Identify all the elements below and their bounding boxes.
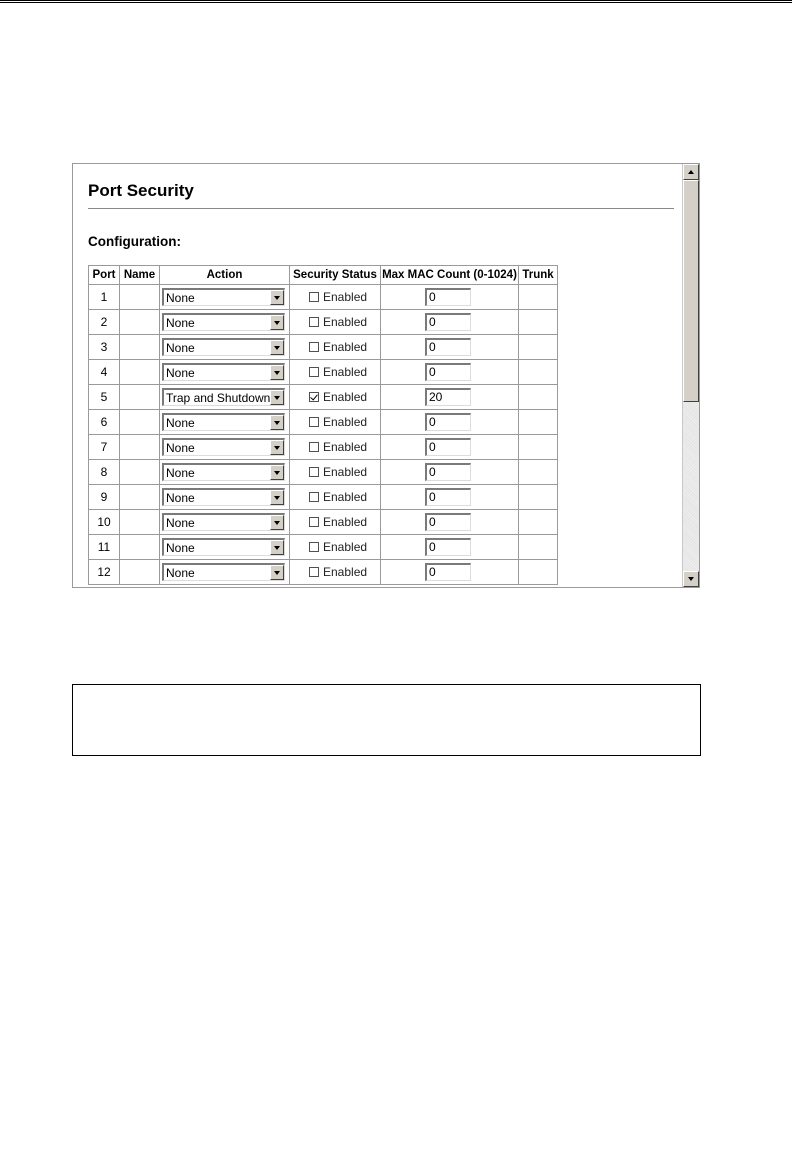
chevron-down-icon[interactable] (270, 490, 284, 505)
trunk-cell (519, 410, 558, 435)
action-cell (160, 410, 290, 435)
security-status-cell (290, 435, 381, 460)
trunk-cell (519, 510, 558, 535)
action-cell (160, 510, 290, 535)
max-mac-cell (381, 460, 519, 485)
security-status-control (290, 365, 380, 379)
header-action: Action (160, 266, 290, 285)
trunk-cell (519, 535, 558, 560)
security-status-control (290, 340, 380, 354)
table-row (89, 385, 558, 410)
security-enabled-label: Enabled (323, 440, 368, 454)
max-mac-cell (381, 310, 519, 335)
table-row (89, 460, 558, 485)
note-box (72, 684, 701, 756)
browser-window (72, 163, 700, 588)
trunk-cell (519, 485, 558, 510)
max-mac-cell (381, 360, 519, 385)
max-mac-count-input[interactable]: 0 (425, 463, 471, 481)
security-status-control (290, 415, 380, 429)
table-row (89, 535, 558, 560)
action-select-value: None (166, 366, 195, 380)
security-enabled-label: Enabled (323, 490, 368, 504)
port-number: 6 (89, 410, 120, 435)
security-enabled-label: Enabled (323, 465, 368, 479)
action-select-value: None (166, 291, 195, 305)
port-number: 9 (89, 485, 120, 510)
action-cell (160, 285, 290, 310)
header-port: Port (89, 266, 120, 285)
port-number: 11 (89, 535, 120, 560)
action-select[interactable] (162, 388, 285, 406)
security-enabled-checkbox[interactable] (309, 442, 319, 452)
chevron-down-icon[interactable] (270, 365, 284, 380)
max-mac-count-input[interactable]: 0 (425, 438, 471, 456)
security-enabled-checkbox[interactable] (309, 392, 319, 402)
table-row (89, 410, 558, 435)
header-name: Name (120, 266, 160, 285)
port-name (120, 510, 160, 535)
chevron-down-icon[interactable] (270, 540, 284, 555)
security-enabled-checkbox[interactable] (309, 367, 319, 377)
action-cell (160, 460, 290, 485)
security-status-control (290, 315, 380, 329)
chevron-down-icon[interactable] (270, 565, 284, 580)
port-number: 10 (89, 510, 120, 535)
security-enabled-label: Enabled (323, 565, 368, 579)
max-mac-cell (381, 535, 519, 560)
action-cell (160, 385, 290, 410)
page-title: Port Security (88, 181, 194, 200)
max-mac-count-input[interactable]: 20 (425, 388, 471, 406)
max-mac-cell (381, 335, 519, 360)
scrollbar-thumb[interactable] (683, 180, 699, 402)
security-enabled-label: Enabled (323, 365, 368, 379)
security-status-cell (290, 310, 381, 335)
action-select[interactable] (162, 438, 285, 456)
chevron-down-icon[interactable] (270, 465, 284, 480)
security-status-control (290, 540, 380, 554)
security-status-cell (290, 410, 381, 435)
action-select[interactable] (162, 513, 285, 531)
trunk-cell (519, 335, 558, 360)
port-number: 5 (89, 385, 120, 410)
max-mac-count-input[interactable]: 0 (425, 288, 471, 306)
trunk-cell (519, 310, 558, 335)
security-enabled-label: Enabled (323, 415, 368, 429)
trunk-cell (519, 360, 558, 385)
port-name (120, 285, 160, 310)
action-select[interactable] (162, 538, 285, 556)
max-mac-count-input[interactable]: 0 (425, 488, 471, 506)
action-select-value: None (166, 491, 195, 505)
security-enabled-label: Enabled (323, 315, 368, 329)
security-status-cell (290, 460, 381, 485)
action-select[interactable] (162, 413, 285, 431)
security-enabled-checkbox[interactable] (309, 542, 319, 552)
table-body (89, 285, 558, 585)
max-mac-count-input[interactable]: 0 (425, 313, 471, 331)
port-name (120, 410, 160, 435)
security-status-control (290, 565, 380, 579)
security-status-cell (290, 285, 381, 310)
action-cell (160, 560, 290, 585)
max-mac-cell (381, 435, 519, 460)
page-content (73, 164, 681, 587)
action-select[interactable] (162, 363, 285, 381)
action-cell (160, 335, 290, 360)
trunk-cell (519, 435, 558, 460)
security-status-cell (290, 360, 381, 385)
table-row (89, 510, 558, 535)
action-select-value: None (166, 416, 195, 430)
security-status-cell (290, 560, 381, 585)
action-select[interactable] (162, 338, 285, 356)
port-number: 2 (89, 310, 120, 335)
chevron-down-icon[interactable] (270, 440, 284, 455)
security-enabled-checkbox[interactable] (309, 417, 319, 427)
table-row (89, 485, 558, 510)
action-select-value: None (166, 466, 195, 480)
port-number: 3 (89, 335, 120, 360)
action-cell (160, 535, 290, 560)
action-cell (160, 310, 290, 335)
security-status-control (290, 490, 380, 504)
port-number: 4 (89, 360, 120, 385)
trunk-cell (519, 285, 558, 310)
table-row (89, 310, 558, 335)
chevron-down-icon[interactable] (270, 340, 284, 355)
header-max-mac-count: Max MAC Count (0-1024) (381, 266, 519, 285)
security-status-cell (290, 510, 381, 535)
security-enabled-checkbox[interactable] (309, 567, 319, 577)
port-name (120, 535, 160, 560)
security-status-control (290, 390, 380, 404)
max-mac-cell (381, 285, 519, 310)
security-status-control (290, 440, 380, 454)
table-header-row (89, 266, 558, 285)
port-name (120, 560, 160, 585)
security-enabled-label: Enabled (323, 515, 368, 529)
security-enabled-label: Enabled (323, 390, 368, 404)
port-number: 7 (89, 435, 120, 460)
security-status-control (290, 290, 380, 304)
table-row (89, 435, 558, 460)
security-enabled-checkbox[interactable] (309, 467, 319, 477)
action-cell (160, 485, 290, 510)
max-mac-count-input[interactable]: 0 (425, 563, 471, 581)
action-select[interactable] (162, 488, 285, 506)
port-name (120, 385, 160, 410)
table-row (89, 360, 558, 385)
max-mac-cell (381, 485, 519, 510)
action-select-value: None (166, 516, 195, 530)
max-mac-count-input[interactable]: 0 (425, 538, 471, 556)
max-mac-count-input[interactable]: 0 (425, 413, 471, 431)
trunk-cell (519, 560, 558, 585)
action-select-value: None (166, 541, 195, 555)
action-select-value: None (166, 341, 195, 355)
security-enabled-checkbox[interactable] (309, 317, 319, 327)
port-name (120, 310, 160, 335)
security-enabled-label: Enabled (323, 540, 368, 554)
port-name (120, 435, 160, 460)
action-cell (160, 360, 290, 385)
max-mac-cell (381, 385, 519, 410)
action-select-value: None (166, 316, 195, 330)
security-enabled-checkbox[interactable] (309, 292, 319, 302)
max-mac-count-input[interactable]: 0 (425, 363, 471, 381)
arrow-down-icon[interactable] (683, 571, 699, 587)
action-select[interactable] (162, 563, 285, 581)
chevron-down-icon[interactable] (270, 390, 284, 405)
table-row (89, 560, 558, 585)
table-row (89, 285, 558, 310)
action-select[interactable] (162, 463, 285, 481)
max-mac-cell (381, 510, 519, 535)
table-row (89, 335, 558, 360)
arrow-up-icon[interactable] (683, 164, 699, 180)
trunk-cell (519, 385, 558, 410)
action-select-value: None (166, 566, 195, 580)
header-trunk: Trunk (519, 266, 558, 285)
title-divider (88, 208, 674, 209)
max-mac-count-input[interactable]: 0 (425, 338, 471, 356)
security-status-cell (290, 535, 381, 560)
security-enabled-label: Enabled (323, 340, 368, 354)
chevron-down-icon[interactable] (270, 315, 284, 330)
vertical-scrollbar[interactable] (682, 164, 699, 587)
max-mac-cell (381, 560, 519, 585)
port-number: 8 (89, 460, 120, 485)
trunk-cell (519, 460, 558, 485)
max-mac-count-input[interactable]: 0 (425, 513, 471, 531)
security-enabled-label: Enabled (323, 290, 368, 304)
port-name (120, 485, 160, 510)
chevron-down-icon[interactable] (270, 290, 284, 305)
security-status-control (290, 465, 380, 479)
port-name (120, 460, 160, 485)
port-number: 12 (89, 560, 120, 585)
action-select[interactable] (162, 313, 285, 331)
action-cell (160, 435, 290, 460)
security-status-cell (290, 385, 381, 410)
chevron-down-icon[interactable] (270, 415, 284, 430)
port-name (120, 360, 160, 385)
action-select[interactable] (162, 288, 285, 306)
port-number: 1 (89, 285, 120, 310)
security-enabled-checkbox[interactable] (309, 342, 319, 352)
security-status-cell (290, 335, 381, 360)
security-enabled-checkbox[interactable] (309, 517, 319, 527)
max-mac-cell (381, 410, 519, 435)
security-enabled-checkbox[interactable] (309, 492, 319, 502)
action-select-value: Trap and Shutdown (166, 391, 270, 405)
port-security-table (88, 265, 558, 585)
security-status-cell (290, 485, 381, 510)
security-status-control (290, 515, 380, 529)
port-name (120, 335, 160, 360)
chevron-down-icon[interactable] (270, 515, 284, 530)
page-top-rule (0, 0, 792, 3)
action-select-value: None (166, 441, 195, 455)
header-security-status: Security Status (290, 266, 381, 285)
section-title: Configuration: (88, 234, 181, 249)
